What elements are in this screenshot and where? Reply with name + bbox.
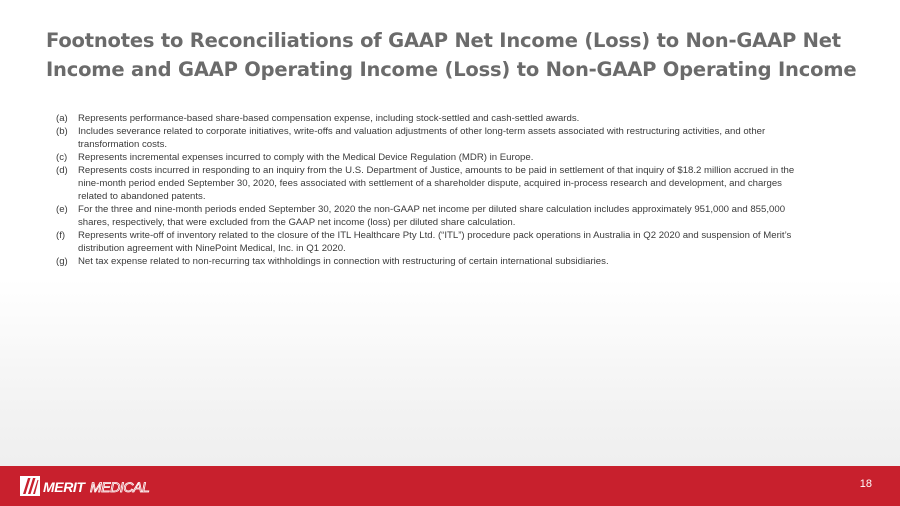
footnote-item (56, 229, 796, 255)
merit-medical-logo (20, 475, 150, 497)
footnote-item (56, 255, 796, 268)
footnote-label: (e) (56, 204, 68, 215)
footnote-label: (c) (56, 152, 68, 163)
footnote-text: Includes severance related to corporate initiatives, write-offs and valuation adjustments of other long-term assets associated with restructuring activities, and other transformation costs. (78, 126, 766, 150)
footnote-item (56, 151, 796, 164)
footnote-item (56, 125, 796, 151)
footnote-text: Net tax expense related to non-recurring tax withholdings in connection with restructuring of certain international subsidiaries. (78, 256, 609, 267)
slide-title: Footnotes to Reconciliations of GAAP Net Income (Loss) to Non-GAAP Net Income and GAAP Operating Income (Loss) to Non-GAAP Operating Income (46, 29, 857, 81)
footnote-list (56, 112, 796, 268)
footnote-text: Represents incremental expenses incurred to comply with the Medical Device Regulation (MDR) in Europe. (78, 152, 534, 163)
footer-bar (0, 466, 900, 506)
footnote-item (56, 164, 796, 203)
footnote-item (56, 203, 796, 229)
footnote-label: (d) (56, 165, 68, 176)
footnote-label: (b) (56, 126, 68, 137)
footnote-label: (g) (56, 256, 68, 267)
footnote-text: Represents performance-based share-based compensation expense, including stock-settled and cash-settled awards. (78, 113, 580, 124)
footnote-text: Represents costs incurred in responding to an inquiry from the U.S. Department of Justice, amounts to be paid in settlement of that inquiry of $18.2 million accrued in the nine-month period ended September 30, 2020, fees associated with settlement of a shareholder dispute, acquired in-process research and development, and charges related to abandoned patents. (78, 165, 795, 202)
footnote-item (56, 112, 796, 125)
svg-text:MEDICAL: MEDICAL (90, 479, 150, 495)
footnote-label: (a) (56, 113, 68, 124)
svg-text:MERIT: MERIT (43, 479, 85, 495)
merit-logo-icon (20, 476, 40, 496)
page-number: 18 (859, 478, 872, 490)
footnote-label: (f) (56, 230, 66, 241)
footnote-text: Represents write-off of inventory related to the closure of the ITL Healthcare Pty Ltd. (“ITL”) procedure pack operations in Australia in Q2 2020 and suspension of Merit’s distribution agreement with NinePoint Medical, Inc. in Q1 2020. (78, 230, 792, 254)
footnote-text: For the three and nine-month periods ended September 30, 2020 the non-GAAP net income per diluted share calculation includes approximately 951,000 and 855,000 shares, respectively, that were excluded from the GAAP net income (loss) per diluted share calculation. (78, 204, 786, 228)
